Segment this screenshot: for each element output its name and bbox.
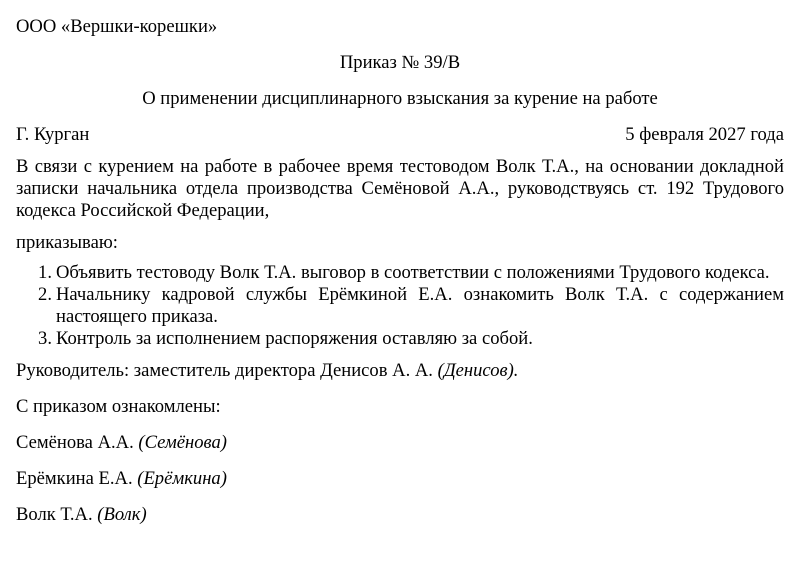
head-label: Руководитель: заместитель директора Денисов А. А. xyxy=(16,360,433,381)
acquainted-name: Семёнова А.А. xyxy=(16,432,134,453)
list-item-number: 3. xyxy=(38,328,52,349)
list-item-number: 2. xyxy=(38,284,52,305)
order-subject: О применении дисциплинарного взыскания за курение на работе xyxy=(142,88,658,109)
head-signature: (Денисов). xyxy=(437,360,519,381)
date: 5 февраля 2027 года xyxy=(625,124,784,145)
city: Г. Курган xyxy=(16,124,90,145)
acquainted-row xyxy=(16,432,784,454)
list-item-text: Начальнику кадровой службы Ерёмкиной Е.А. ознакомить Волк Т.А. с содержанием настоящего приказа. xyxy=(56,284,784,327)
acquainted-signature: (Ерёмкина) xyxy=(137,468,227,489)
list-item xyxy=(16,328,784,350)
list-item-text: Контроль за исполнением распоряжения оставляю за собой. xyxy=(56,328,533,349)
acquainted-row xyxy=(16,504,784,526)
list-item xyxy=(16,262,784,284)
organization-name: ООО «Вершки-корешки» xyxy=(16,16,218,37)
head-signature-line xyxy=(16,360,784,382)
list-item-number: 1. xyxy=(38,262,52,283)
list-item xyxy=(16,284,784,328)
acquainted-signature: (Волк) xyxy=(97,504,147,525)
acquainted-name: Волк Т.А. xyxy=(16,504,93,525)
acquainted-name: Ерёмкина Е.А. xyxy=(16,468,133,489)
list-item-text: Объявить тестоводу Волк Т.А. выговор в соответствии с положениями Трудового кодекса. xyxy=(56,262,770,283)
acquainted-label: С приказом ознакомлены: xyxy=(16,396,221,417)
acquainted-row xyxy=(16,468,784,490)
preamble-paragraph: В связи с курением на работе в рабочее время тестоводом Волк Т.А., на основании докладной записки начальника отдела производства Семёновой А.А., руководствуясь ст. 192 Трудового кодекса Российской Федерации, xyxy=(16,156,784,221)
order-title: Приказ № 39/В xyxy=(339,52,461,73)
order-word: приказываю: xyxy=(16,232,118,253)
city-date-row xyxy=(16,124,784,146)
acquainted-signature: (Семёнова) xyxy=(138,432,227,453)
order-items-list xyxy=(16,262,784,350)
